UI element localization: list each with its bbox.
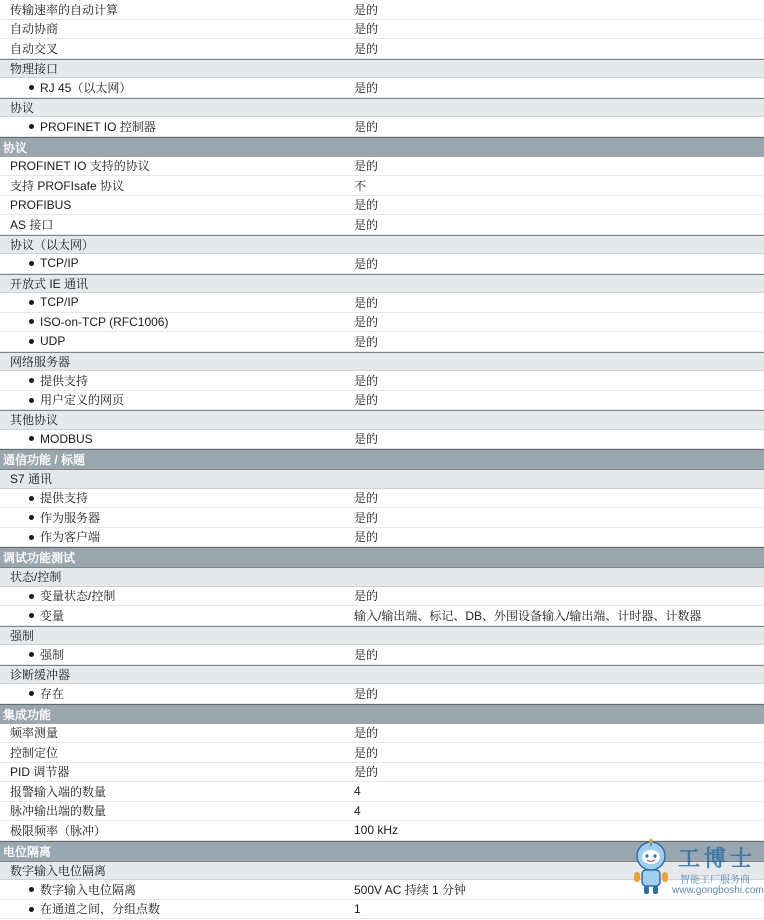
row-value: 100 kHz bbox=[354, 823, 399, 838]
table-row bbox=[0, 117, 764, 137]
row-label-cell bbox=[0, 20, 344, 37]
row-label: 存在 bbox=[40, 686, 65, 701]
row-label-cell bbox=[0, 198, 344, 212]
row-value: 是的 bbox=[354, 295, 379, 310]
row-label-cell bbox=[0, 509, 344, 526]
row-label: 网络服务器 bbox=[10, 354, 71, 369]
row-label: 其他协议 bbox=[10, 413, 59, 428]
group-header bbox=[0, 567, 764, 587]
row-label-cell bbox=[0, 99, 344, 116]
row-label-cell bbox=[0, 432, 344, 446]
table-row bbox=[0, 645, 764, 665]
bullet-icon bbox=[29, 515, 34, 520]
bullet-icon bbox=[29, 398, 34, 403]
table-row bbox=[0, 254, 764, 274]
row-label-cell bbox=[0, 783, 344, 800]
row-label-cell bbox=[0, 40, 344, 57]
bullet-icon bbox=[29, 907, 34, 912]
row-label: 强制 bbox=[40, 647, 65, 662]
table-row bbox=[0, 20, 764, 40]
row-value: 4 bbox=[354, 784, 361, 799]
group-header bbox=[0, 410, 764, 430]
row-value: 是的 bbox=[354, 159, 379, 174]
row-label-cell bbox=[0, 802, 344, 819]
table-row bbox=[0, 684, 764, 704]
group-header bbox=[0, 665, 764, 685]
row-label: 调试功能测试 bbox=[3, 551, 76, 565]
row-label: 物理接口 bbox=[10, 61, 59, 76]
table-row bbox=[0, 0, 764, 20]
row-value: 是的 bbox=[354, 2, 379, 17]
bullet-icon bbox=[29, 691, 34, 696]
row-label-cell bbox=[0, 549, 400, 566]
bullet-icon bbox=[29, 652, 34, 657]
row-label-cell bbox=[0, 60, 344, 77]
row-value: 是的 bbox=[354, 530, 379, 545]
row-value: 是的 bbox=[354, 22, 379, 37]
row-label-cell bbox=[0, 451, 400, 468]
row-label-cell bbox=[0, 79, 344, 96]
row-label: 频率测量 bbox=[10, 726, 59, 741]
row-label-cell bbox=[0, 295, 344, 309]
table-row bbox=[0, 78, 764, 98]
row-label-cell bbox=[0, 627, 344, 644]
row-label-cell bbox=[0, 1, 344, 18]
table-row bbox=[0, 489, 764, 509]
table-row bbox=[0, 606, 764, 626]
bullet-icon bbox=[29, 85, 34, 90]
row-label: 电位隔离 bbox=[3, 844, 52, 859]
row-label-cell bbox=[0, 587, 344, 604]
table-row bbox=[0, 157, 764, 177]
row-label: 协议（以太网） bbox=[10, 237, 95, 252]
row-label-cell bbox=[0, 763, 344, 780]
row-label: 控制定位 bbox=[10, 745, 59, 760]
table-row bbox=[0, 371, 764, 391]
row-label: 提供支持 bbox=[40, 491, 89, 506]
bullet-icon bbox=[29, 594, 34, 599]
row-label: PROFINET IO 控制器 bbox=[40, 119, 156, 134]
bullet-icon bbox=[29, 339, 34, 344]
row-label-cell bbox=[0, 353, 344, 370]
row-label: 作为服务器 bbox=[40, 510, 101, 525]
row-value: 4 bbox=[354, 803, 361, 818]
table-row bbox=[0, 821, 764, 841]
row-label-cell bbox=[0, 315, 344, 329]
watermark-subtitle: 智能工厂服务商 bbox=[680, 875, 750, 886]
row-label-cell bbox=[0, 822, 344, 839]
row-label: 提供支持 bbox=[40, 373, 89, 388]
row-label-cell bbox=[0, 881, 344, 898]
table-row bbox=[0, 508, 764, 528]
row-label-cell bbox=[0, 372, 344, 389]
group-header bbox=[0, 861, 764, 881]
row-value: 是的 bbox=[354, 686, 379, 701]
row-value: 500V AC 持续 1 分钟 bbox=[354, 882, 467, 897]
row-label: 脉冲输出端的数量 bbox=[10, 804, 107, 819]
table-row bbox=[0, 215, 764, 235]
row-label: 变量状态/控制 bbox=[40, 589, 116, 604]
table-row bbox=[0, 176, 764, 196]
row-label: 在通道之间，分组点数 bbox=[40, 902, 161, 917]
group-header bbox=[0, 235, 764, 255]
row-value: 输入/输出端、标记、DB、外围设备输入/输出端、计时器、计数器 bbox=[354, 608, 702, 623]
group-header bbox=[0, 352, 764, 372]
bullet-icon bbox=[29, 613, 34, 618]
row-label-cell bbox=[0, 685, 344, 702]
row-value: 不 bbox=[354, 178, 367, 193]
row-label-cell bbox=[0, 139, 400, 156]
table-row bbox=[0, 724, 764, 744]
row-label: TCP/IP bbox=[40, 256, 79, 271]
watermark-title: 工博士 bbox=[678, 846, 757, 871]
row-value: 是的 bbox=[354, 765, 379, 780]
row-value: 是的 bbox=[354, 510, 379, 525]
section-header bbox=[0, 547, 764, 567]
table-row bbox=[0, 763, 764, 783]
row-label: 诊断缓冲器 bbox=[10, 667, 71, 682]
row-value: 是的 bbox=[354, 432, 379, 447]
row-label: 传输速率的自动计算 bbox=[10, 2, 119, 17]
row-label: S7 通讯 bbox=[10, 472, 53, 487]
row-value: 1 bbox=[354, 901, 361, 916]
bullet-icon bbox=[29, 124, 34, 129]
row-label: 开放式 IE 通讯 bbox=[10, 276, 89, 291]
bullet-icon bbox=[29, 319, 34, 324]
row-label: 通信功能 / 标题 bbox=[3, 453, 86, 467]
bullet-icon bbox=[29, 378, 34, 383]
bullet-icon bbox=[29, 436, 34, 441]
table-row bbox=[0, 332, 764, 352]
table-row bbox=[0, 587, 764, 607]
row-label: 数字输入电位隔离 bbox=[10, 863, 107, 878]
row-value: 是的 bbox=[354, 745, 379, 760]
row-label: PID 调节器 bbox=[10, 765, 70, 780]
row-label-cell bbox=[0, 391, 344, 408]
row-label: UDP bbox=[40, 334, 66, 349]
row-label: 报警输入端的数量 bbox=[10, 784, 107, 799]
table-row bbox=[0, 743, 764, 763]
table-row bbox=[0, 528, 764, 548]
table-row bbox=[0, 430, 764, 450]
row-label: 用户定义的网页 bbox=[40, 393, 125, 408]
group-header bbox=[0, 59, 764, 79]
table-row bbox=[0, 196, 764, 216]
group-header bbox=[0, 626, 764, 646]
row-value: 是的 bbox=[354, 647, 379, 662]
table-row bbox=[0, 782, 764, 802]
section-header bbox=[0, 449, 764, 469]
section-header bbox=[0, 841, 764, 861]
row-label: PROFINET IO 支持的协议 bbox=[10, 159, 150, 174]
row-label-cell bbox=[0, 862, 344, 879]
row-label: 自动交叉 bbox=[10, 41, 59, 56]
table-row bbox=[0, 391, 764, 411]
row-label-cell bbox=[0, 411, 344, 428]
section-header bbox=[0, 137, 764, 157]
row-label: RJ 45（以太网） bbox=[40, 80, 132, 95]
row-value: 是的 bbox=[354, 198, 379, 213]
row-value: 是的 bbox=[354, 589, 379, 604]
row-label-cell bbox=[0, 470, 344, 487]
row-label-cell bbox=[0, 157, 344, 174]
row-value: 是的 bbox=[354, 726, 379, 741]
table-row bbox=[0, 880, 764, 900]
table-row bbox=[0, 39, 764, 59]
row-value: 是的 bbox=[354, 119, 379, 134]
row-label: 变量 bbox=[40, 608, 65, 623]
row-label: 数字输入电位隔离 bbox=[40, 882, 137, 897]
row-label: 自动协商 bbox=[10, 22, 59, 37]
group-header bbox=[0, 98, 764, 118]
row-label: 强制 bbox=[10, 628, 35, 643]
table-row bbox=[0, 900, 764, 920]
row-label: 支持 PROFIsafe 协议 bbox=[10, 178, 125, 193]
bullet-icon bbox=[29, 300, 34, 305]
bullet-icon bbox=[29, 496, 34, 501]
row-label-cell bbox=[0, 216, 344, 233]
row-value: 是的 bbox=[354, 491, 379, 506]
row-label-cell bbox=[0, 256, 344, 270]
row-label: 作为客户端 bbox=[40, 530, 101, 545]
row-label-cell bbox=[0, 900, 344, 917]
row-label: AS 接口 bbox=[10, 217, 54, 232]
group-header bbox=[0, 274, 764, 294]
bullet-icon bbox=[29, 535, 34, 540]
row-label-cell bbox=[0, 489, 344, 506]
row-label-cell bbox=[0, 528, 344, 545]
row-label-cell bbox=[0, 118, 344, 135]
table-row bbox=[0, 802, 764, 822]
row-label-cell bbox=[0, 646, 344, 663]
row-value: 是的 bbox=[354, 315, 379, 330]
row-label-cell bbox=[0, 744, 344, 761]
row-label: ISO-on-TCP (RFC1006) bbox=[40, 314, 169, 329]
row-value: 是的 bbox=[354, 217, 379, 232]
row-label-cell bbox=[0, 236, 344, 253]
row-label-cell bbox=[0, 706, 400, 723]
row-label-cell bbox=[0, 724, 344, 741]
row-label-cell bbox=[0, 334, 344, 348]
row-label: 极限频率（脉冲） bbox=[10, 823, 107, 838]
row-value: 是的 bbox=[354, 256, 379, 271]
row-value: 是的 bbox=[354, 41, 379, 56]
row-label-cell bbox=[0, 177, 344, 194]
group-header bbox=[0, 469, 764, 489]
row-label: TCP/IP bbox=[40, 295, 79, 310]
row-label: 协议 bbox=[10, 100, 35, 115]
row-label-cell bbox=[0, 275, 344, 292]
row-label-cell bbox=[0, 568, 344, 585]
row-value: 是的 bbox=[354, 373, 379, 388]
bullet-icon bbox=[29, 887, 34, 892]
bullet-icon bbox=[29, 261, 34, 266]
row-value: 是的 bbox=[354, 393, 379, 408]
table-row bbox=[0, 313, 764, 333]
row-label-cell bbox=[0, 607, 344, 624]
table-row bbox=[0, 293, 764, 313]
section-header bbox=[0, 704, 764, 724]
row-label: 集成功能 bbox=[3, 707, 52, 722]
row-value: 是的 bbox=[354, 334, 379, 349]
row-value: 是的 bbox=[354, 80, 379, 95]
row-label: 状态/控制 bbox=[10, 570, 62, 585]
row-label-cell bbox=[0, 666, 344, 683]
row-label: MODBUS bbox=[40, 431, 93, 446]
row-label: PROFIBUS bbox=[10, 197, 72, 212]
watermark-url: www.gongboshi.com bbox=[672, 885, 764, 896]
row-label: 协议 bbox=[3, 140, 28, 155]
row-label-cell bbox=[0, 843, 400, 860]
